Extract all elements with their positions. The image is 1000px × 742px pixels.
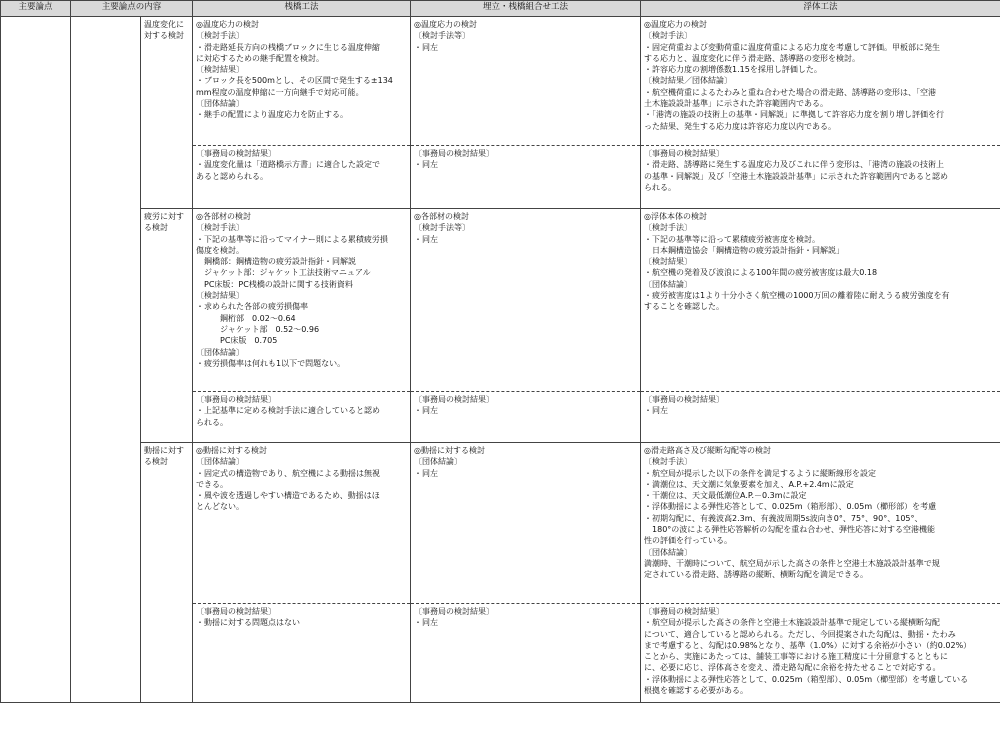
cell-line: 対する検討 xyxy=(144,31,184,41)
cell-line: ・風や波を透過しやすい構造であるため、動揺はほ xyxy=(196,491,380,501)
combo-cell xyxy=(411,443,641,604)
cell-line: 〔検討手法等〕 xyxy=(414,223,471,233)
cell-line: あると認められる。 xyxy=(196,171,269,181)
cell-line: 疲労に対す xyxy=(144,212,184,221)
cell-line: 〔団体結論〕 xyxy=(196,347,245,357)
cell-line: mm程度の温度伸縮に一方向継手で対応可能。 xyxy=(196,87,364,97)
cell-line: ・下記の基準等に沿ってマイナー則による累積疲労損 xyxy=(196,234,388,244)
header-floating-method: 浮体工法 xyxy=(641,1,1000,17)
header-main-topic: 主要論点 xyxy=(1,1,71,17)
cell-line: とんどない。 xyxy=(196,502,245,512)
cell-line: ◎温度応力の検討 xyxy=(196,20,259,29)
cell-line: 定されている滑走路、誘導路の縦断、横断勾配を満足できる。 xyxy=(644,570,869,580)
cell-line: ・ブロック長を500mとし、その区間で発生する±134 xyxy=(196,76,393,86)
cell-line: 〔検討結果〕 xyxy=(196,291,245,301)
cell-line: する応力と、温度変化に伴う滑走路、誘導路の変形を検討。 xyxy=(644,53,861,63)
cell-line: 〔事務局の検討結果〕 xyxy=(196,149,277,158)
pier-office-cell xyxy=(193,604,411,703)
cell-line: ・上記基準に定める検討手法に適合していると認め xyxy=(196,406,381,416)
cell-line: 180°の波による弾性応答解析の勾配を重ね合わせ、弾性応答に対する空港機能 xyxy=(644,525,936,535)
cell-line: 温度変化に xyxy=(144,20,184,29)
combo-cell xyxy=(411,17,641,146)
float-cell xyxy=(641,209,1000,392)
cell-line: ・下記の基準等に沿って累積疲労被害度を検討。 xyxy=(644,234,821,244)
cell-line: ・航空機荷重によるたわみと重ね合わせた場合の滑走路、誘導路の変形は、「空港 xyxy=(644,87,937,97)
cell-line: 〔事務局の検討結果〕 xyxy=(196,607,277,616)
cell-line: に、必要に応じ、浮体高さを変え、滑走路勾配に余裕を持たせることで対応する。 xyxy=(644,663,941,673)
cell-line: 〔団体結論〕 xyxy=(644,547,693,557)
cell-line: ・同左 xyxy=(414,468,439,478)
cell-line: 〔検討手法〕 xyxy=(644,457,693,467)
pier-cell xyxy=(193,209,411,392)
header-row xyxy=(1,1,1000,17)
cell-line: 〔検討手法〕 xyxy=(196,31,245,41)
cell-line: ◎動揺に対する検討 xyxy=(196,446,267,455)
cell-line: 〔事務局の検討結果〕 xyxy=(644,607,725,616)
header-topic-content: 主要論点の内容 xyxy=(71,1,193,17)
cell-line: 〔検討手法〕 xyxy=(196,223,245,233)
float-office-cell xyxy=(641,392,1000,443)
cell-line: ・滑走路延長方向の桟橋ブロックに生じる温度伸縮 xyxy=(196,42,380,52)
cell-line: ◎動揺に対する検討 xyxy=(414,446,485,455)
cell-line: できる。 xyxy=(196,479,229,489)
pier-office-cell xyxy=(193,392,411,443)
cell-line: る検討 xyxy=(144,223,168,233)
cell-line: 動揺に対す xyxy=(144,446,184,455)
cell-line: 性の評価を行っている。 xyxy=(644,536,733,546)
cell-line: 〔事務局の検討結果〕 xyxy=(414,607,495,616)
cell-line: の基準・同解説」及び「空港土木施設設計基準」に示された許容範囲内であると認め xyxy=(644,171,949,181)
cell-line: ・同左 xyxy=(414,42,439,52)
cell-line: 〔検討手法〕 xyxy=(644,31,693,41)
cell-line: ◎滑走路高さ及び縦断勾配等の検討 xyxy=(644,446,771,455)
cell-line: ・固定荷重および変動荷重に温度荷重による応力度を考慮して評価。甲板部に発生 xyxy=(644,42,941,52)
pier-office-cell xyxy=(193,146,411,209)
header-pier-method: 桟橋工法 xyxy=(193,1,411,17)
cell-line: ・同左 xyxy=(414,234,439,244)
cell-line: 〔団体結論〕 xyxy=(196,457,245,467)
cell-line: ・疲労損傷率は何れも1以下で問題ない。 xyxy=(196,358,346,368)
cell-line: ◎温度応力の検討 xyxy=(644,20,707,29)
cell-line: ・航空機の発着及び波浪による100年間の疲労被害度は最大0.18 xyxy=(644,268,878,278)
cell-line: った結果、発生する応力度は許容応力度以内である。 xyxy=(644,121,837,131)
cell-line: られる。 xyxy=(196,417,229,427)
combo-cell xyxy=(411,209,641,392)
cell-line: 〔団体結論〕 xyxy=(644,279,693,289)
cell-line: ・同左 xyxy=(644,406,669,416)
cell-line: ジャケット部 0.52～0.96 xyxy=(196,324,320,334)
cell-line: ・固定式の構造物であり、航空機による動揺は無視 xyxy=(196,468,381,478)
cell-line: ジャケット部：ジャケット工法技術マニュアル xyxy=(196,268,371,278)
cell-line: ・滑走路、誘導路に発生する温度応力及びこれに伴う変形は、「港湾の施設の技術上 xyxy=(644,160,945,170)
pier-cell xyxy=(193,17,411,146)
cell-line: 傷度を検討。 xyxy=(196,245,245,255)
combo-office-cell xyxy=(411,392,641,443)
cell-line: まで考慮すると、勾配は0.98%となり、基準（1.0%）に対する余裕が小さい（約0.02%） xyxy=(644,640,972,650)
cell-line: 〔検討手法等〕 xyxy=(414,31,471,41)
cell-line: に対応するための継手配置を検討。 xyxy=(196,53,325,63)
cell-line: ◎各部材の検討 xyxy=(196,212,251,221)
cell-line: る検討 xyxy=(144,457,168,467)
main-topic-cell xyxy=(1,17,71,703)
cell-line: 〔事務局の検討結果〕 xyxy=(414,395,495,404)
cell-line: ・干潮位は、天文最低潮位A.P.－0.3mに設定 xyxy=(644,491,807,501)
cell-line: ・継手の配置により温度応力を防止する。 xyxy=(196,110,349,120)
cell-line: について、適合していると認められる。ただし、今回提案された勾配は、動揺・たわみ xyxy=(644,629,956,639)
section-topic-cell xyxy=(141,209,193,443)
cell-line: PC床版：PC桟橋の設計に関する技術資料 xyxy=(196,279,353,289)
cell-line: ・満潮位は、天文潮に気象要素を加え、A.P.+2.4mに設定 xyxy=(644,479,854,489)
cell-line: ・浮体動揺による弾性応答として、0.025m（箱型部）、0.05m（櫛型部）を考慮している xyxy=(644,674,969,684)
cell-line: ・疲労被害度は1より十分小さく航空機の1000万回の離着陸に耐えうる疲労強度を有 xyxy=(644,291,950,301)
cell-line: ・「港湾の施設の技術上の基準・同解説」に準拠して許容応力度を割り増し評価を行 xyxy=(644,110,945,120)
cell-line: 土木施設設計基準」に示された許容範囲内である。 xyxy=(644,99,829,109)
cell-line: 〔事務局の検討結果〕 xyxy=(644,395,725,404)
cell-line: ・動揺に対する問題点はない xyxy=(196,618,301,628)
header-combo-method: 埋立・桟橋組合せ工法 xyxy=(411,1,641,17)
float-office-cell xyxy=(641,604,1000,703)
cell-line: 〔検討結果〕 xyxy=(196,65,245,75)
cell-line: ◎温度応力の検討 xyxy=(414,20,477,29)
combo-office-cell xyxy=(411,604,641,703)
combo-office-cell xyxy=(411,146,641,209)
cell-line: ・同左 xyxy=(414,160,439,170)
cell-line: ・浮体動揺による弾性応答として、0.025m（箱形部）、0.05m（櫛形部）を考慮 xyxy=(644,502,937,512)
cell-line: 〔検討手法〕 xyxy=(644,223,693,233)
cell-line: 〔事務局の検討結果〕 xyxy=(644,149,725,158)
cell-line: 〔検討結果／団体結論〕 xyxy=(644,76,733,86)
cell-line: 〔事務局の検討結果〕 xyxy=(196,395,277,404)
float-office-cell xyxy=(641,146,1000,209)
cell-line: ・初期勾配に、有義波高2.3m、有義波周期5s波向き0°、75°、90°、105°、 xyxy=(644,513,923,523)
cell-line: ことから、実施にあたっては、舗装工事等における施工精度に十分留意するとともに xyxy=(644,652,949,662)
cell-line: PC床版 0.705 xyxy=(196,336,278,346)
cell-line: ・求められた各部の疲労損傷率 xyxy=(196,302,309,312)
cell-line: 〔団体結論〕 xyxy=(196,99,245,109)
topic-content-cell xyxy=(71,17,141,703)
table-row xyxy=(1,17,1000,146)
cell-line: 日本鋼構造協会「鋼構造物の疲労設計指針・同解説」 xyxy=(644,245,845,255)
cell-line: ・同左 xyxy=(414,618,439,628)
cell-line: られる。 xyxy=(644,182,677,192)
cell-line: 鋼橋部：鋼構造物の疲労設計指針・同解説 xyxy=(196,257,357,267)
pier-cell xyxy=(193,443,411,604)
section-topic-cell xyxy=(141,443,193,703)
float-cell xyxy=(641,17,1000,146)
table-row xyxy=(1,209,1000,392)
cell-line: ・同左 xyxy=(414,406,439,416)
cell-line: 鋼桁部 0.02～0.64 xyxy=(196,313,296,323)
cell-line: 〔団体結論〕 xyxy=(414,457,463,467)
cell-line: 根拠を確認する必要がある。 xyxy=(644,686,749,696)
float-cell xyxy=(641,443,1000,604)
cell-line: することを確認した。 xyxy=(644,302,725,312)
cell-line: ◎各部材の検討 xyxy=(414,212,469,221)
cell-line: ・温度変化量は「道路橋示方書」に適合した設定で xyxy=(196,160,381,170)
section-topic-cell xyxy=(141,17,193,209)
cell-line: ・許容応力度の割増係数1.15を採用し評価した。 xyxy=(644,65,822,75)
table-row xyxy=(1,443,1000,604)
cell-line: 〔事務局の検討結果〕 xyxy=(414,149,495,158)
cell-line: ・航空局が提示した高さの条件と空港土木施設設計基準で規定している縦横断勾配 xyxy=(644,618,941,628)
cell-line: ・航空局が提示した以下の条件を満足するように縦断線形を設定 xyxy=(644,468,877,478)
cell-line: 満潮時、干潮時について、航空局が示した高さの条件と空港土木施設設計基準で規 xyxy=(644,558,940,568)
table-body xyxy=(1,17,1000,703)
cell-line: ◎浮体本体の検討 xyxy=(644,212,707,221)
cell-line: 〔検討結果〕 xyxy=(644,257,693,267)
